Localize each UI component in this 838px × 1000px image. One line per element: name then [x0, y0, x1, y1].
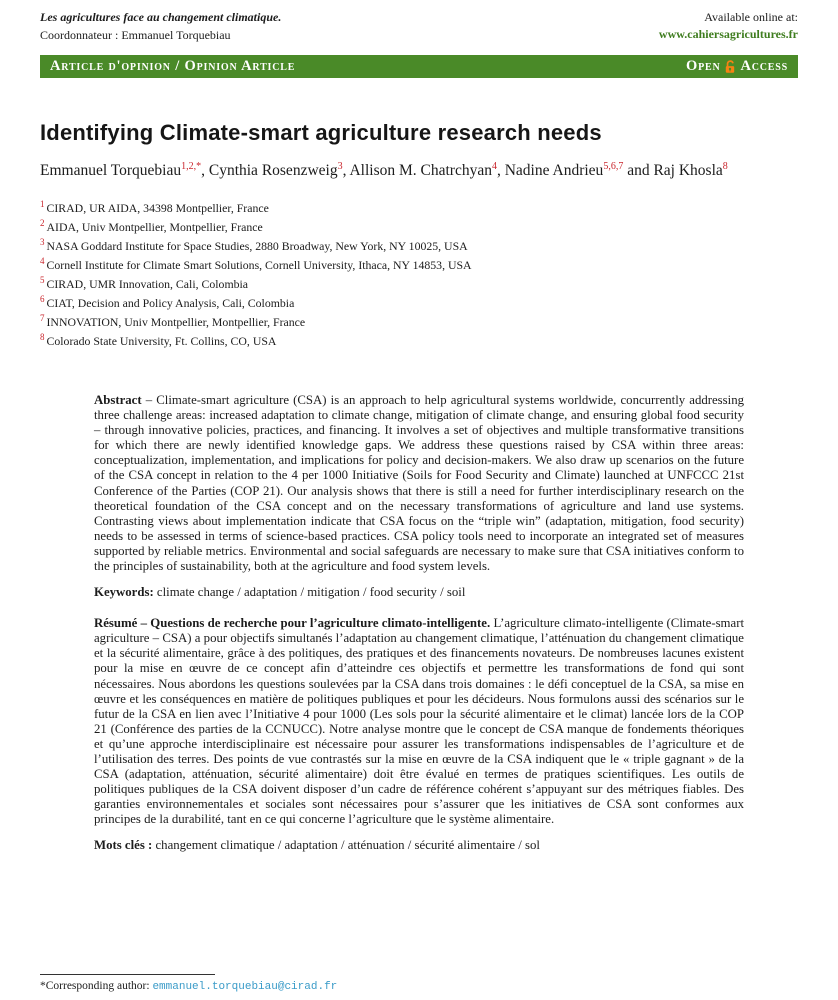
author-name: Emmanuel Torquebiau	[40, 162, 182, 180]
author-name: Nadine Andrieu	[504, 162, 604, 180]
availability-info	[659, 10, 798, 42]
author	[209, 162, 350, 179]
author-affiliation-sup: 3	[337, 161, 343, 172]
affiliation-number: 4	[40, 255, 45, 266]
abstract-label: Abstract	[94, 393, 142, 407]
author-affiliation-sup: 4	[491, 161, 497, 172]
affiliation-text: AIDA, Univ Montpellier, Montpellier, France	[46, 219, 263, 234]
corresponding-author-email[interactable]: emmanuel.torquebiau@cirad.fr	[152, 981, 338, 993]
footnote-rule	[40, 974, 215, 975]
author-name: Allison M. Chatrchyan	[349, 162, 492, 180]
author-separator: ,	[496, 162, 505, 180]
affiliation-item	[40, 256, 798, 273]
author	[505, 162, 627, 179]
corresponding-author-note	[40, 980, 337, 993]
author-separator: ,	[342, 162, 350, 180]
affiliation-text: CIRAD, UMR Innovation, Cali, Colombia	[46, 276, 249, 291]
author-name: Cynthia Rosenzweig	[208, 162, 338, 180]
resume-label: Résumé – Questions de recherche pour l’agriculture climato-intelligente.	[94, 616, 491, 631]
affiliation-number: 2	[40, 217, 45, 228]
author-affiliation-sup: 8	[722, 161, 728, 172]
keywords-text: climate change / adaptation / mitigation / food security / soil	[156, 585, 466, 600]
series-title: Les agricultures face au changement climatique.	[40, 10, 282, 24]
available-online-label: Available online at:	[704, 10, 798, 24]
affiliation-text: NASA Goddard Institute for Space Studies, 2880 Broadway, New York, NY 10025, USA	[46, 238, 468, 253]
affiliation-item	[40, 332, 798, 349]
resume-text: L’agriculture climato-intelligente (Climate-smart agriculture – CSA) a pour objectifs simultanés l’adaptation au changement climatique, l’atténuation du changement climatique et la sécurité alimentaire, grâce à des politiques, des pratiques et des financements novateurs. De nombreuses lacunes existent pour la mise en œuvre de ce concept afin d’atteindre ces objectifs et permettre les transformations de fond qui sont nécessaires. Nous abordons les questions soulevées par la CSA dans trois domaines : le défi conceptuel de la CSA, sa mise en œuvre et les conséquences en matière de politiques publiques et pour les décideurs. Nous formulons aussi des scénarios sur le futur de la CSA en lien avec l’Initiative 4 pour 1000 (Les sols pour la sécurité alimentaire et le climat) lancée lors de la COP 21 (Conférence des parties de la CCNUCC). Notre analyse montre que le concept de CSA manque de fondements théoriques et qu’une approche interdisciplinaire est nécessaire pour assurer les transformations indispensables de l’agriculture et de l’utilisation des terres. Des points de vue contrastés sur la mise en œuvre de la CSA indiquent que le « triple gagnant » de la CSA (adaptation, atténuation, sécurité alimentaire) doit être évalué en termes de pratiques scientifiques. Les outils de politiques publiques de la CSA doivent disposer d’un cadre de référence cohérent s’appuyant sur des métriques fiables. Des garanties environnementales et sociales sont nécessaires pour s’assurer que les initiatives de CSA sont conformes aux principes de la durabilité, tant en ce qui concerne l’agriculture que le système alimentaire.	[94, 616, 745, 827]
article-type-banner	[40, 55, 798, 78]
affiliation-number: 5	[40, 274, 45, 285]
corresponding-author-label: *Corresponding author:	[40, 980, 150, 992]
abstract-text: – Climate-smart agriculture (CSA) is an approach to help agricultural systems worldwide, concurrently addressing three challenge areas: increased adaptation to climate change, mitigation of climate change, and ensuring global food security – through innovative policies, practices, and financing. It involves a set of objectives and multiple transformative transitions for which there are newly identified knowledge gaps. We address these questions raised by CSA within three areas: conceptualization, implementation, and implications for policy and decision-makers. We also draw up scenarios on the future of the CSA concept in relation to the 4 per 1000 Initiative (Soils for Food Security and Climate) launched at UNFCCC 21st Conference of the Parties (COP 21). Our analysis shows that there is still a need for further interdisciplinary research on the theoretical foundation of the CSA concept and on the necessary transformations of agriculture and land use systems. Contrasting views about implementation indicate that CSA focus on the “triple win” (adaptation, mitigation, food security) needs to be assessed in terms of science-based practices. CSA policy tools need to incorporate an integrated set of measures supported by reliable metrics. Environmental and social safeguards are necessary to make sure that CSA initiatives conform to the principles of sustainability, both at the agriculture and food system levels.	[94, 393, 744, 574]
open-access-badge	[686, 58, 788, 75]
open-access-icon	[723, 59, 737, 74]
author-affiliation-sup: 5,6,7	[603, 161, 624, 172]
article-type-label: Article d'opinion / Opinion Article	[50, 58, 296, 74]
article-title: Identifying Climate-smart agriculture research needs	[40, 120, 602, 145]
affiliation-text: CIRAD, UR AIDA, 34398 Montpellier, France	[46, 200, 269, 215]
affiliation-number: 1	[40, 198, 45, 209]
author	[627, 162, 728, 179]
affiliations-list	[40, 199, 798, 349]
mots-cles-line	[94, 838, 744, 853]
author-affiliation-sup: 1,2,*	[181, 161, 202, 172]
affiliation-item	[40, 275, 798, 292]
affiliation-item	[40, 313, 798, 330]
author	[349, 162, 504, 179]
page-header	[40, 10, 798, 43]
affiliation-item	[40, 218, 798, 235]
series-coordinator: Coordonnateur : Emmanuel Torquebiau	[40, 28, 231, 42]
author	[40, 162, 209, 179]
affiliation-number: 3	[40, 236, 45, 247]
keywords-label: Keywords:	[94, 585, 154, 600]
keywords-line	[94, 585, 744, 600]
footnote	[40, 974, 337, 993]
mots-cles-text: changement climatique / adaptation / atténuation / sécurité alimentaire / sol	[155, 838, 540, 853]
resume	[94, 616, 744, 827]
journal-website-link[interactable]: www.cahiersagricultures.fr	[658, 27, 798, 41]
open-access-access-word: Access	[740, 58, 788, 74]
affiliation-text: Cornell Institute for Climate Smart Solutions, Cornell University, Ithaca, NY 14853, USA	[46, 257, 472, 272]
affiliation-item	[40, 237, 798, 254]
affiliation-number: 6	[40, 293, 45, 304]
author-separator: ,	[201, 162, 209, 180]
affiliation-number: 7	[40, 312, 45, 323]
affiliation-number: 8	[40, 331, 45, 342]
open-access-open-word: Open	[686, 58, 721, 74]
authors-line	[40, 160, 740, 183]
affiliation-text: INNOVATION, Univ Montpellier, Montpellier, France	[46, 314, 306, 329]
affiliation-item	[40, 199, 798, 216]
author-name: and Raj Khosla	[627, 162, 723, 180]
affiliation-item	[40, 294, 798, 311]
affiliation-text: CIAT, Decision and Policy Analysis, Cali, Colombia	[46, 295, 295, 310]
series-info	[40, 10, 281, 43]
affiliation-text: Colorado State University, Ft. Collins, CO, USA	[46, 333, 277, 348]
abstract	[94, 393, 744, 574]
mots-cles-label: Mots clés :	[94, 838, 153, 853]
